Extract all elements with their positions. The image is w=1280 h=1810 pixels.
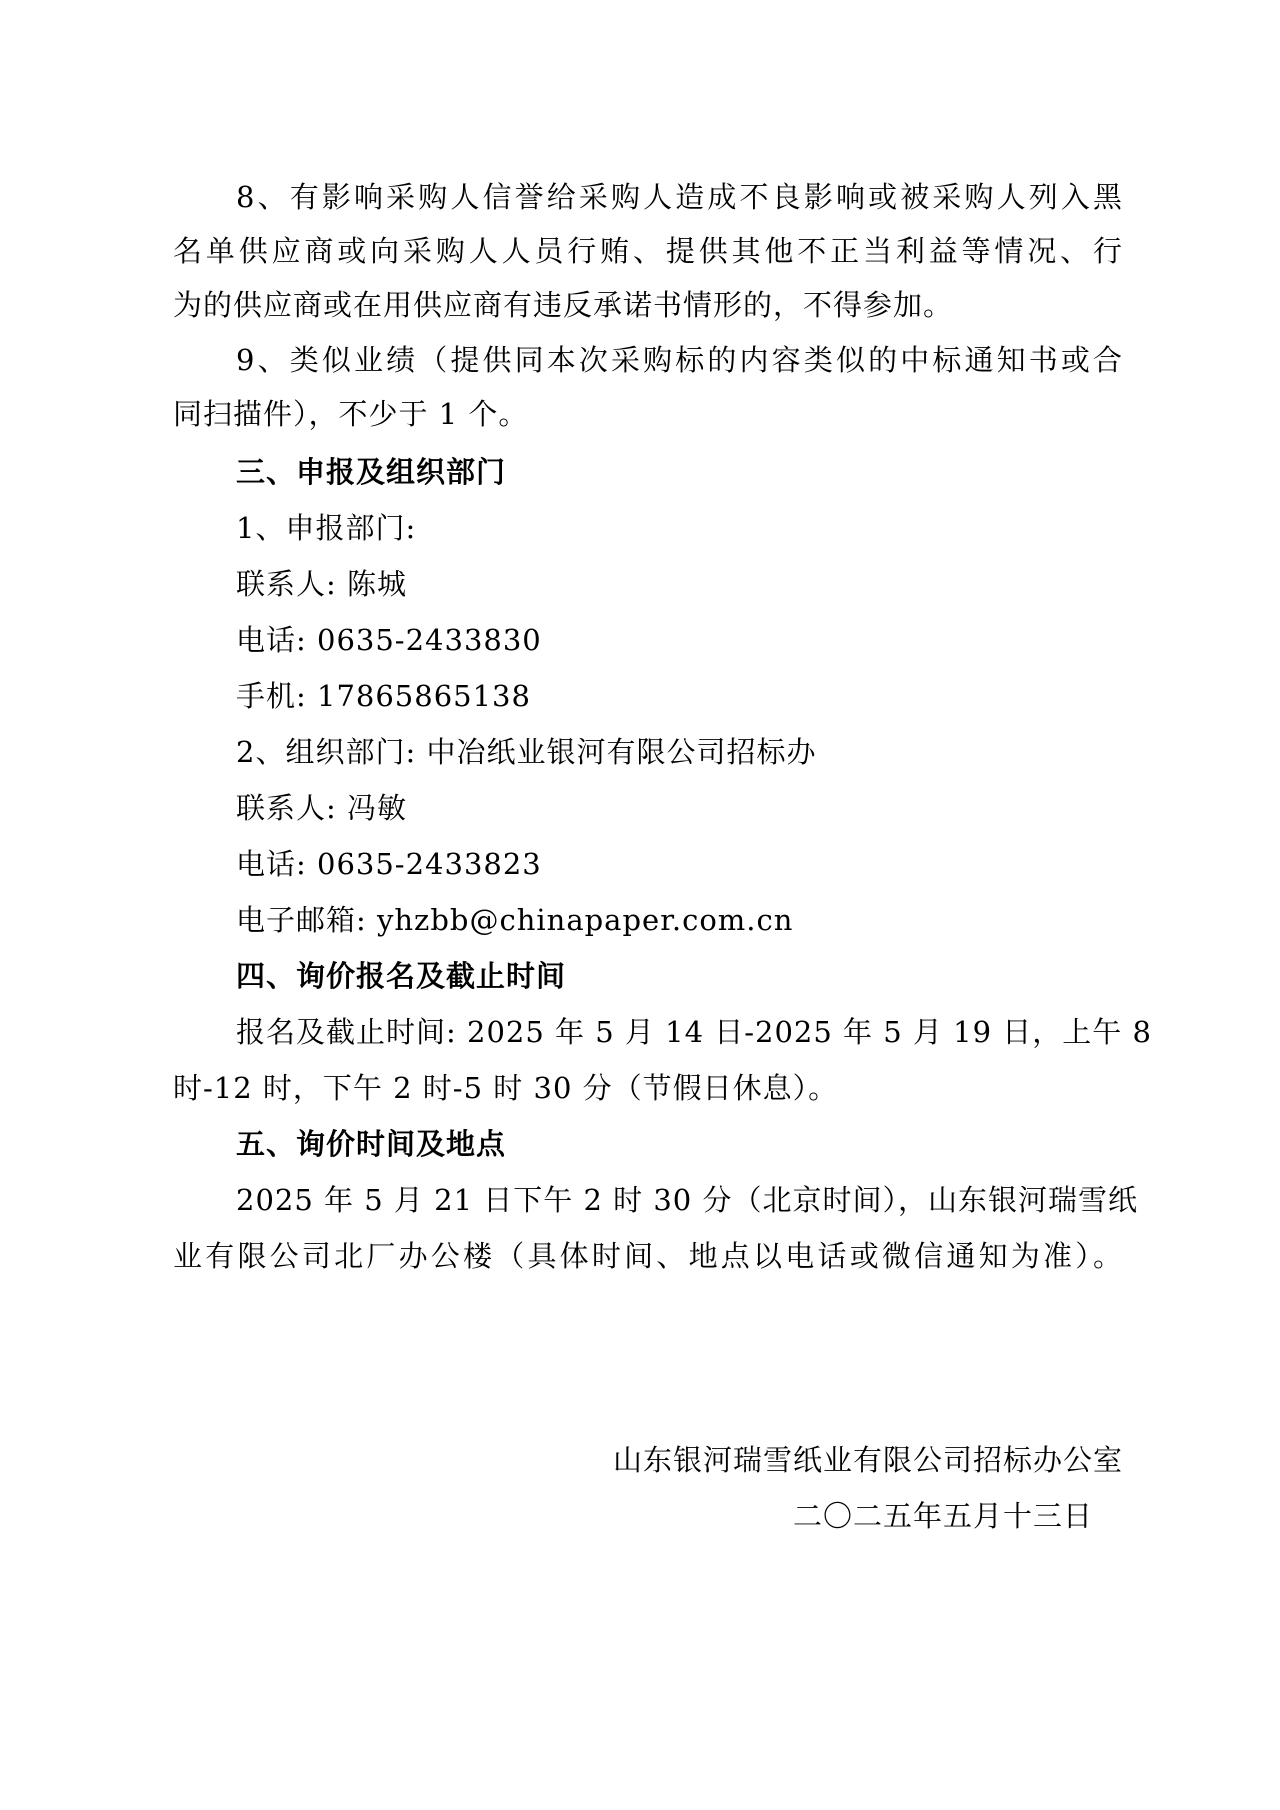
- dept2-title: 2、组织部门: 中冶纸业银河有限公司招标办: [236, 735, 817, 769]
- dept2-contact: 联系人: 冯敏: [236, 791, 407, 825]
- dept2-email: 电子邮箱: yhzbb@chinapaper.com.cn: [236, 903, 794, 937]
- section4-line1: 报名及截止时间: 2025 年 5 月 14 日-2025 年 5 月 19 日，上午 8: [236, 1015, 1152, 1049]
- signature-date: 二〇二五年五月十三日: [792, 1499, 1093, 1533]
- section3-heading: 三、申报及组织部门: [236, 455, 507, 489]
- section4-heading: 四、询价报名及截止时间: [236, 959, 567, 993]
- signature-org: 山东银河瑞雪纸业有限公司招标办公室: [612, 1443, 1123, 1477]
- item8-line3: 为的供应商或在用供应商有违反承诺书情形的，不得参加。: [173, 288, 954, 322]
- dept1-title: 1、申报部门:: [236, 511, 417, 545]
- item9-line1: 9、类似业绩（提供同本次采购标的内容类似的中标通知书或合: [236, 343, 1123, 377]
- item8-line2: 名单供应商或向采购人人员行贿、提供其他不正当利益等情况、行: [173, 234, 1123, 268]
- section5-line2: 业有限公司北厂办公楼（具体时间、地点以电话或微信通知为准）。: [173, 1239, 1123, 1273]
- dept1-contact: 联系人: 陈城: [236, 567, 407, 601]
- item8-line1: 8、有影响采购人信誉给采购人造成不良影响或被采购人列入黑: [236, 180, 1123, 214]
- dept1-mobile: 手机: 17865865138: [236, 679, 531, 713]
- dept2-phone: 电话: 0635-2433823: [236, 847, 542, 881]
- section4-line2: 时-12 时，下午 2 时-5 时 30 分（节假日休息）。: [173, 1071, 839, 1105]
- section5-line1: 2025 年 5 月 21 日下午 2 时 30 分（北京时间），山东银河瑞雪纸: [236, 1183, 1138, 1217]
- dept1-phone: 电话: 0635-2433830: [236, 623, 542, 657]
- section5-heading: 五、询价时间及地点: [236, 1127, 507, 1161]
- item9-line2: 同扫描件），不少于 1 个。: [173, 397, 529, 431]
